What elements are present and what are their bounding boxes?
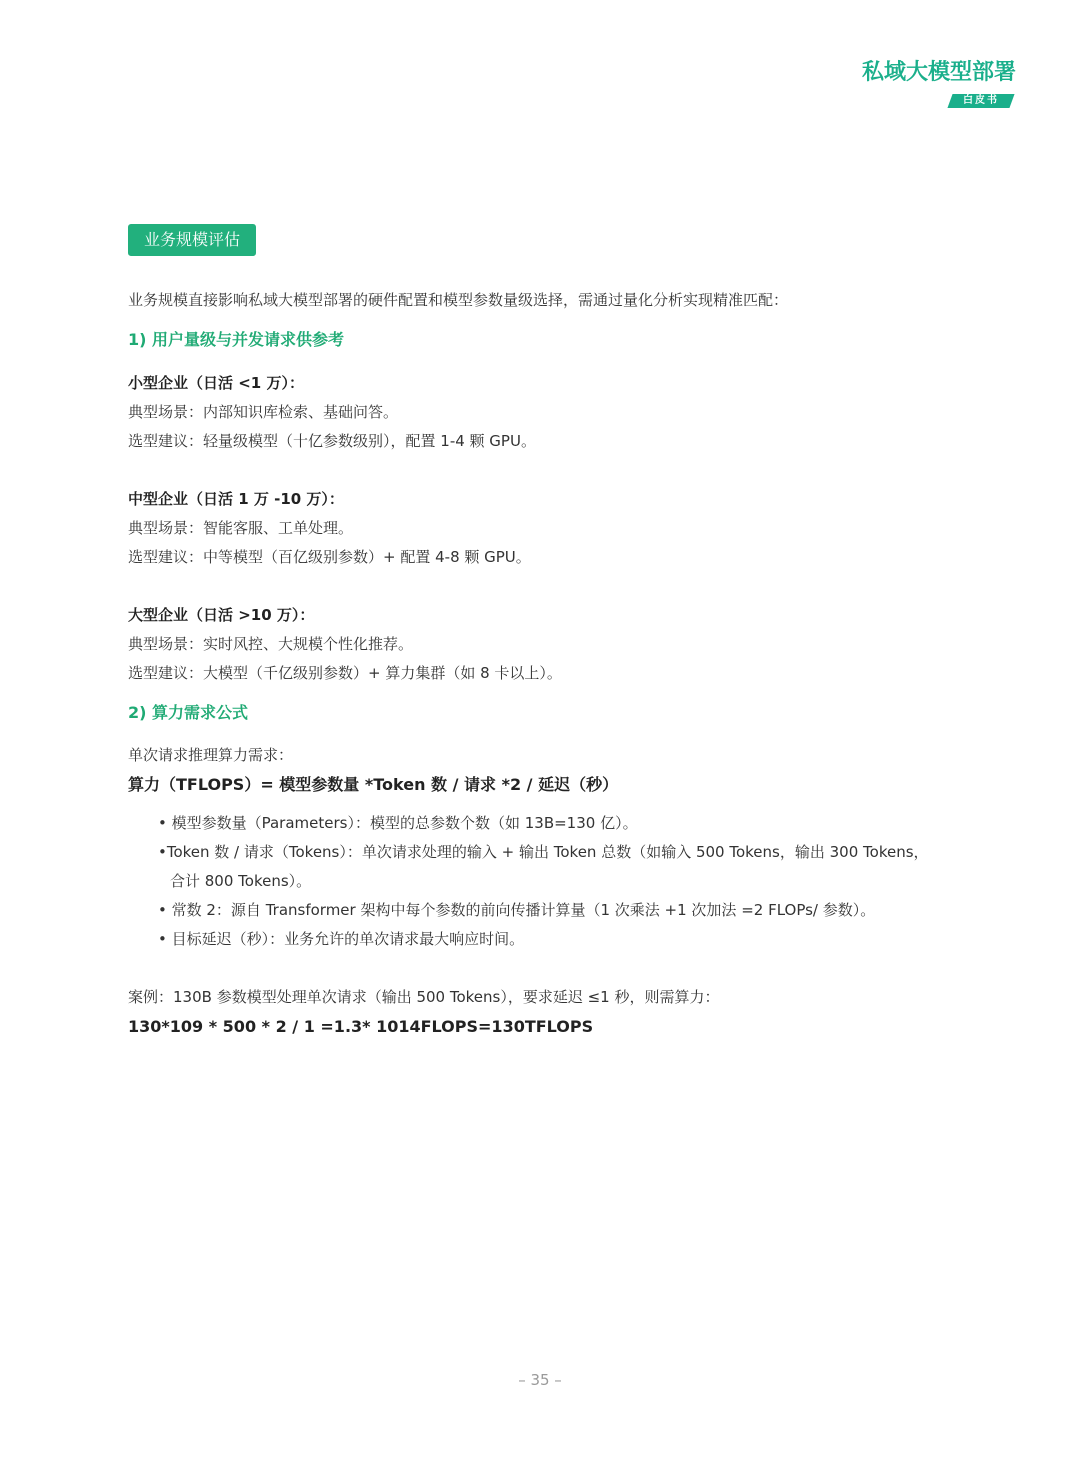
bullet-item: • 模型参数量（Parameters）：模型的总参数个数（如 13B=130 亿）。: [158, 814, 638, 832]
tier-small: [128, 369, 978, 456]
bullet-item: • 目标延迟（秒）：业务允许的单次请求最大响应时间。: [158, 930, 525, 948]
tier-scene: 典型场景：内部知识库检索、基础问答。: [128, 403, 399, 421]
formula: 算力（TFLOPS）= 模型参数量 *Token 数 / 请求 *2 / 延迟（秒）: [128, 775, 619, 794]
case-text: 案例：130B 参数模型处理单次请求（输出 500 Tokens），要求延迟 ≤1 秒，则需算力：: [128, 988, 720, 1006]
tier-medium: [128, 485, 978, 572]
tier-scene: 典型场景：实时风控、大规模个性化推荐。: [128, 635, 414, 653]
formula-label: 单次请求推理算力需求：: [128, 746, 294, 764]
brand-subtitle: 白皮书: [963, 95, 999, 106]
tier-title: 中型企业（日活 1 万 -10 万）：: [128, 490, 344, 508]
bullet-item: • 常数 2：源自 Transformer 架构中每个参数的前向传播计算量（1 次乘法 +1 次加法 =2 FLOPs/ 参数）。: [158, 901, 876, 919]
tier-scene: 典型场景：智能客服、工单处理。: [128, 519, 354, 537]
part1-heading: 1) 用户量级与并发请求供参考: [128, 330, 345, 349]
brand-logo: [856, 58, 1016, 112]
formula-bullets: [128, 809, 978, 954]
tier-title: 小型企业（日活 <1 万）：: [128, 374, 304, 392]
bullet-item: 合计 800 Tokens）。: [170, 872, 312, 890]
intro-paragraph: 业务规模直接影响私域大模型部署的硬件配置和模型参数量级选择，需通过量化分析实现精准匹配：: [128, 291, 789, 309]
part2-heading: 2) 算力需求公式: [128, 703, 249, 722]
section-tag: 业务规模评估: [128, 224, 256, 256]
tier-advice: 选型建议：轻量级模型（十亿参数级别），配置 1-4 颗 GPU。: [128, 432, 536, 450]
tier-large: [128, 601, 978, 688]
brand-title: 私域大模型部署: [861, 60, 1016, 85]
page-number: – 35 –: [518, 1371, 562, 1389]
brand-subtitle-badge: [947, 94, 1014, 108]
tier-title: 大型企业（日活 >10 万）：: [128, 606, 315, 624]
tier-advice: 选型建议：大模型（千亿级别参数）+ 算力集群（如 8 卡以上）。: [128, 664, 562, 682]
case-formula: 130*109 * 500 * 2 / 1 =1.3* 1014FLOPS=130TFLOPS: [128, 1017, 594, 1036]
main-content: [128, 286, 978, 1041]
bullet-item: •Token 数 / 请求（Tokens）：单次请求处理的输入 + 输出 Token 总数（如输入 500 Tokens，输出 300 Tokens，: [158, 843, 929, 861]
tier-advice: 选型建议：中等模型（百亿级别参数）+ 配置 4-8 颗 GPU。: [128, 548, 531, 566]
